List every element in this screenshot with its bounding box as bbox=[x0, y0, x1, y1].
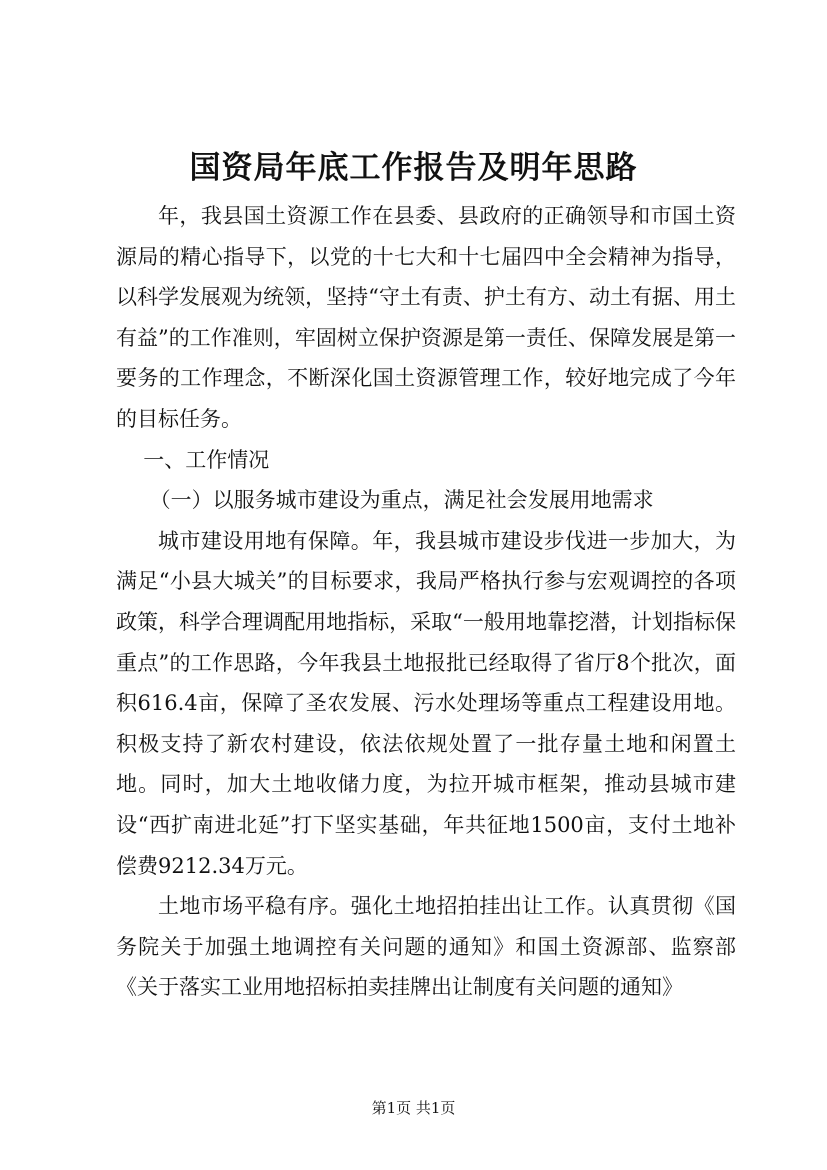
section-heading-work-status: 一、工作情况 bbox=[143, 447, 270, 472]
urban-land-paragraph: 城市建设用地有保障。年，我县城市建设步伐进一步加大，为满足“小县大城关”的目标要求，我局严格执行参与宏观调控的各项政策，科学合理调配用地指标，采取“一般用地靠挖潜，计划指标保重点”的工作思路，今年我县土地报批已经取得了省厅8个批次，面积616.4亩，保障了圣农发展、污水处理场等重点工程建设用地。积极支持了新农村建设，依法依规处置了一批存量土地和闲置土地。同时，加大土地收储力度，为拉开城市框架，推动县城市建设“西扩南进北延”打下坚实基础，年共征地1500亩，支付土地补偿费9212.34万元。 bbox=[116, 528, 736, 878]
subsection-heading-urban-construction: （一）以服务城市建设为重点，满足社会发展用地需求 bbox=[149, 488, 654, 513]
page-footer: 第1页 共1页 bbox=[371, 1099, 456, 1117]
document-title: 国资局年底工作报告及明年思路 bbox=[189, 150, 638, 186]
intro-paragraph: 年，我县国土资源工作在县委、县政府的正确领导和市国土资源局的精心指导下，以党的十七大和十七届四中全会精神为指导，以科学发展观为统领，坚持“守土有责、护土有方、动土有据、用土有益”的工作准则，牢固树立保护资源是第一责任、保障发展是第一要务的工作理念，不断深化国土资源管理工作，较好地完成了今年的目标任务。 bbox=[116, 204, 736, 431]
land-market-paragraph: 土地市场平稳有序。强化土地招拍挂出让工作。认真贯彻《国务院关于加强土地调控有关问题的通知》和国土资源部、监察部《关于落实工业用地招标拍卖挂牌出让制度有关问题的通知》 bbox=[116, 894, 736, 1000]
document-body bbox=[116, 196, 736, 1008]
